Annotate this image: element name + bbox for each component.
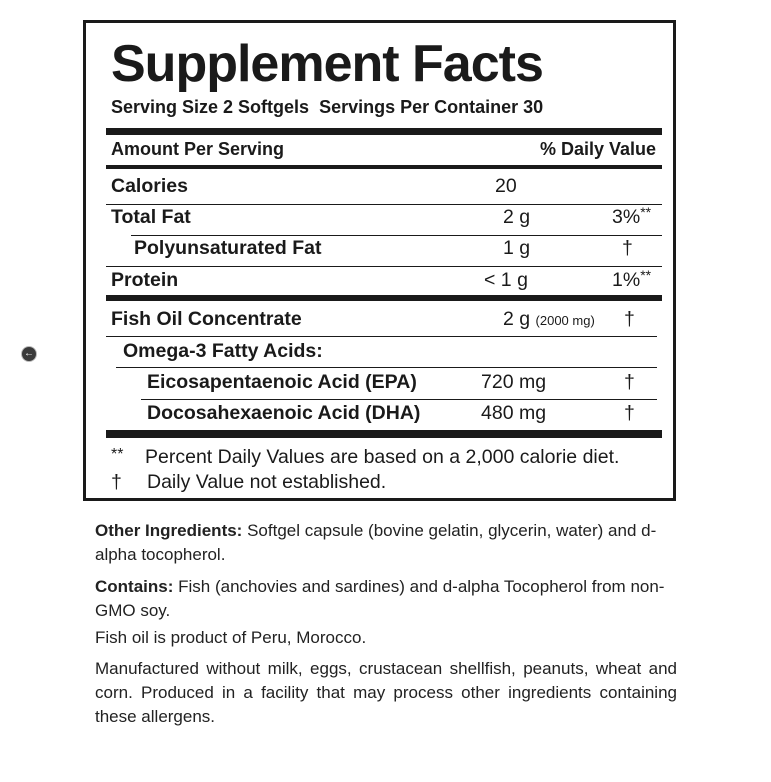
circle-arrow-left-icon[interactable]: ←	[24, 348, 34, 359]
serving-size: Serving Size 2 Softgels	[111, 97, 310, 117]
row-polyunsaturated-fat-amount: 1 g	[503, 237, 531, 259]
row-fish-oil-dv: †	[624, 308, 635, 330]
row-calories-amount: 20	[495, 175, 517, 197]
row-divider	[116, 367, 657, 368]
row-polyunsaturated-fat-name: Polyunsaturated Fat	[134, 237, 322, 259]
other-ingredients-label: Other Ingredients:	[95, 521, 243, 540]
row-polyunsaturated-fat-dv: †	[622, 237, 633, 259]
row-divider	[106, 336, 657, 337]
row-epa-amount: 720 mg	[481, 371, 547, 393]
other-ingredients-text: Softgel capsule (bovine gelatin, glycerin, water) and d-alpha tocopherol.	[95, 521, 657, 564]
servings-per-container: Servings Per Container 30	[319, 97, 544, 117]
origin-statement: Fish oil is product of Peru, Morocco.	[95, 628, 367, 647]
footnote-text: Percent Daily Values are based on a 2,000 calorie diet.	[145, 446, 620, 468]
row-fish-oil-name: Fish Oil Concentrate	[111, 308, 302, 330]
row-total-fat-dv: 3%**	[612, 204, 652, 228]
row-epa-name: Eicosapentaenoic Acid (EPA)	[147, 371, 417, 393]
row-dha-amount: 480 mg	[481, 402, 547, 424]
row-divider	[131, 235, 662, 236]
footnote-mark: †	[111, 471, 122, 493]
contains-text: Fish (anchovies and sardines) and d-alpha Tocopherol from non-GMO soy.	[95, 577, 665, 620]
supplement-facts-panel	[83, 20, 676, 501]
contains-statement	[95, 575, 685, 623]
amount-per-serving-header: Amount Per Serving	[111, 139, 285, 159]
thick-divider	[106, 128, 662, 135]
row-fish-oil-amount: 2 g (2000 mg)	[503, 308, 595, 330]
row-divider	[106, 204, 662, 205]
facts-title: Supplement Facts	[111, 35, 543, 93]
row-total-fat-name: Total Fat	[111, 206, 191, 228]
row-calories-name: Calories	[111, 175, 188, 197]
thick-divider	[106, 295, 662, 301]
row-total-fat-amount: 2 g	[503, 206, 531, 228]
row-protein-amount: < 1 g	[484, 269, 528, 291]
row-protein-name: Protein	[111, 269, 179, 291]
row-dha-name: Docosahexaenoic Acid (DHA)	[147, 402, 421, 424]
allergen-statement: Manufactured without milk, eggs, crustacean shellfish, peanuts, wheat and corn. Produced in a facility that may process other ingredients containing these allergens.	[95, 659, 677, 726]
other-ingredients	[95, 519, 665, 567]
medium-divider	[106, 165, 662, 169]
row-dha-dv: †	[624, 402, 635, 424]
footnote-text: Daily Value not established.	[147, 471, 387, 493]
thick-divider	[106, 430, 662, 438]
serving-info	[111, 97, 543, 118]
row-divider	[141, 399, 657, 400]
row-protein-dv: 1%**	[612, 267, 652, 291]
row-epa-dv: †	[624, 371, 635, 393]
row-divider	[106, 266, 662, 267]
contains-label: Contains:	[95, 577, 174, 596]
daily-value-header: % Daily Value	[539, 139, 656, 159]
row-omega-3-name: Omega-3 Fatty Acids:	[123, 340, 323, 362]
footnote-mark: **	[111, 446, 124, 463]
